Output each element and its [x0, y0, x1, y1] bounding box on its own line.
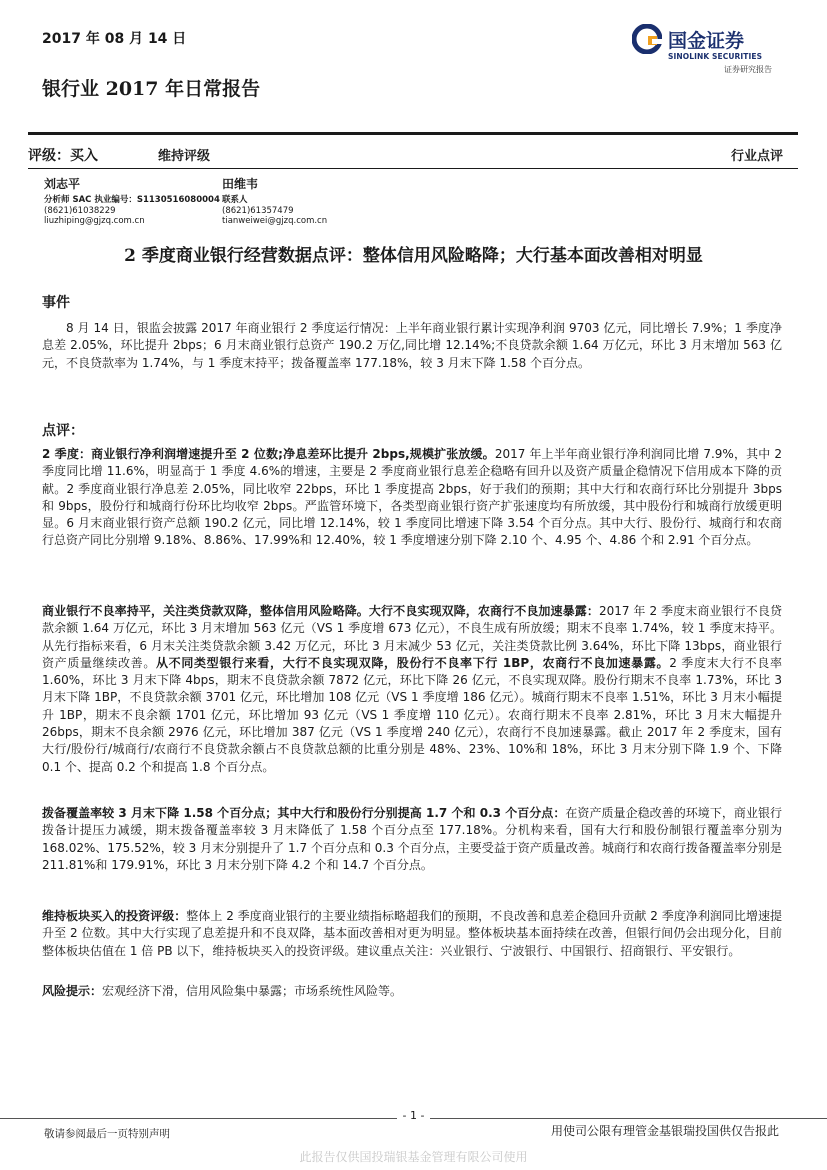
comment-paragraph-4 [42, 908, 782, 960]
rating-action: 维持评级 [158, 149, 211, 164]
watermark: 此报告仅供国投瑞银基金管理有限公司使用 [299, 1150, 528, 1164]
logo-subtitle: 证券研究报告 [724, 65, 772, 74]
report-title: 2 季度商业银行经营数据点评：整体信用风险略降；大行基本面改善相对明显 [124, 246, 703, 266]
risk-lead: 风险提示： [42, 984, 103, 998]
paragraph-2-text-a: 2017 年 2 季度末商业银行不良贷款余额 1.64 万亿元，环比 3 月末增加 563 亿元（VS 1 季度增 673 亿元），不良生成有所放缓；期末不良率 1.74%，较 1 季度末持平。从先行指标来看，6 月末关注类贷款余额 3.42 万亿元，环比 3 月末减少 53 亿元，关注类贷款比例 3.64%，环比下降 13bps，商业银行资产质量继续改善。 [42, 604, 782, 670]
analyst-role: 分析师 SAC 执业编号：S1130516080004 [44, 195, 220, 205]
header-divider [28, 132, 798, 135]
analyst-phone: (8621)61038229 [44, 205, 116, 216]
paragraph-3-lead: 拨备覆盖率较 3 月末下降 1.58 个百分点；其中大行和股份行分别提高 1.7 个和 0.3 个百分点： [42, 806, 566, 820]
page-number [0, 1109, 827, 1122]
paragraph-1-text: 2017 年上半年商业银行净利润同比增 7.9%，其中 2 季度同比增 11.6%，明显高于 1 季度 4.6%的增速，主要是 2 季度商业银行息差企稳略有回升以及资产质量企稳情况下信用成本下降的贡献。2 季度商业银行净息差 2.05%，同比收窄 22bps，环比 1 季度提高 2bps，好于我们的预期；其中大行和农商行环比分别提升 3bps 和 9bps，股份行和城商行份环比均收窄 2bps。严监管环境下，各类型商业银行资产扩张速度均有所放缓，其中股份行和城商行放缓更明显。6 月末商业银行资产总额 190.2 亿元，同比增 12.14%，较 1 季度同比增速下降 3.54 个百分点。其中大行、股份行、城商行和农商行总资产同比分别增 9.18%、8.86%、17.99%和 12.40%，较 1 季度增速分别下降 2.10 个、4.95 个、4.86 个和 2.91 个百分点。 [42, 447, 782, 548]
paragraph-1-lead: 2 季度：商业银行净利润增速提升至 2 位数;净息差环比提升 2bps,规模扩张放缓。 [42, 447, 495, 461]
logo-text-en: SINOLINK SECURITIES [668, 52, 763, 61]
comment-paragraph-1 [42, 446, 782, 550]
paragraph-2-text-b: 2 季度末大行不良率 1.60%，环比 3 月末下降 4bps，期末不良贷款余额 7872 亿元，环比下降 26 亿元，不良实现双降。股份行期末不良率 1.73%，环比 3 月末下降 1BP，不良贷款余额 3701 亿元，环比增加 108 亿元（VS 1 季度增 186 亿元）。城商行期末不良率 1.51%，环比 3 月末小幅提升 1BP，期末不良余额 1701 亿元，环比增加 93 亿元（VS 1 季度增 110 亿元）。农商行期末不良率 2.81%，环比 3 月末大幅提升 26bps，期末不良余额 2976 亿元，环比增加 387 亿元（VS 1 季度增 240 亿元），农商行不良加速暴露。截止 2017 年 2 季度末，国有大行/股份行/城商行/农商行不良贷款余额占不良贷款总额的比重分别是 48%、23%、10%和 18%，环比 3 月末分别下降 1.9 个、下降 0.1 个、提高 0.2 个和提高 1.8 个百分点。 [42, 655, 782, 774]
page-number-text: - 1 - [397, 1109, 431, 1122]
contact-name: 田维韦 [222, 177, 259, 191]
contact-block [222, 176, 327, 227]
comment-paragraph-3 [42, 805, 782, 874]
report-series-title: 银行业 2017 年日常报告 [42, 78, 261, 100]
paragraph-4-text: 整体上 2 季度商业银行的主要业绩指标略超我们的预期，不良改善和息差企稳回升贡献 2 季度净利润同比增速提升至 2 位数。其中大行实现了息差提升和不良双降，基本面改善相对更为明显。整体板块基本面持续在改善，但银行间仍会出现分化，目前整体板块估值在 1 倍 PB 以下，维持板块买入的投资评级。建议重点关注：兴业银行、宁波银行、中国银行、招商银行、平安银行。 [42, 909, 782, 958]
report-category: 行业点评 [730, 149, 783, 164]
contact-email: tianweiwei@gjzq.com.cn [222, 216, 328, 226]
comment-paragraph-2 [42, 603, 782, 776]
report-date: 2017 年 08 月 14 日 [42, 31, 187, 47]
paragraph-2-lead-b: 从不同类型银行来看，大行不良实现双降，股份行不良率下行 1BP，农商行不良加速暴露。 [156, 655, 670, 670]
company-logo [632, 24, 792, 76]
contact-phone: (8621)61357479 [222, 205, 294, 216]
contact-role: 联系人 [222, 195, 248, 205]
logo-text-cn: 国金证券 [668, 30, 745, 52]
logo-mark-icon [632, 24, 662, 54]
rating-divider [28, 168, 798, 169]
footer-disclaimer: 敬请参阅最后一页特别声明 [44, 1128, 170, 1140]
event-paragraph: 8 月 14 日，银监会披露 2017 年商业银行 2 季度运行情况：上半年商业银行累计实现净利润 9703 亿元，同比增长 7.9%；1 季度净息差 2.05%，环比提升 2bps；6 月末商业银行总资产 190.2 万亿,同比增 12.14%;不良贷款余额 1.64 万亿元，环比 3 月末增加 563 亿元，不良贷款率为 1.74%，与 1 季度末持平；拨备覆盖率 177.18%，较 3 月末下降 1.58 个百分点。 [42, 321, 782, 370]
risk-text: 宏观经济下滑，信用风险集中暴露；市场系统性风险等。 [102, 984, 403, 998]
analyst-name: 刘志平 [44, 177, 81, 191]
risk-paragraph [42, 983, 782, 1000]
paragraph-3-text: 在资产质量企稳改善的环境下，商业银行拨备计提压力减缓，期末拨备覆盖率较 3 月末降低了 1.58 个百分点至 177.18%。分机构来看，国有大行和股份制银行覆盖率分别为 168.02%、175.52%，较 3 月末分别提升了 1.7 个百分点和 0.3 个百分点，主要受益于资产质量改善。城商行和农商行拨备覆盖率分别是 211.81%和 179.91%，环比 3 月末分别下降 4.2 个和 14.7 个百分点。 [42, 806, 782, 872]
paragraph-4-lead: 维持板块买入的投资评级： [42, 909, 187, 923]
rating-label: 评级：买入 [28, 148, 98, 164]
footer-right-text: 用使司公限有理管金基银瑞投国供仅告报此 [550, 1124, 779, 1138]
event-heading: 事件 [42, 295, 70, 311]
comment-heading: 点评： [42, 423, 84, 439]
paragraph-2-lead: 商业银行不良率持平，关注类贷款双降，整体信用风险略降。大行不良实现双降，农商行不良加速暴露： [42, 604, 599, 618]
analyst-block [44, 176, 220, 227]
analyst-email: liuzhiping@gjzq.com.cn [44, 216, 145, 226]
